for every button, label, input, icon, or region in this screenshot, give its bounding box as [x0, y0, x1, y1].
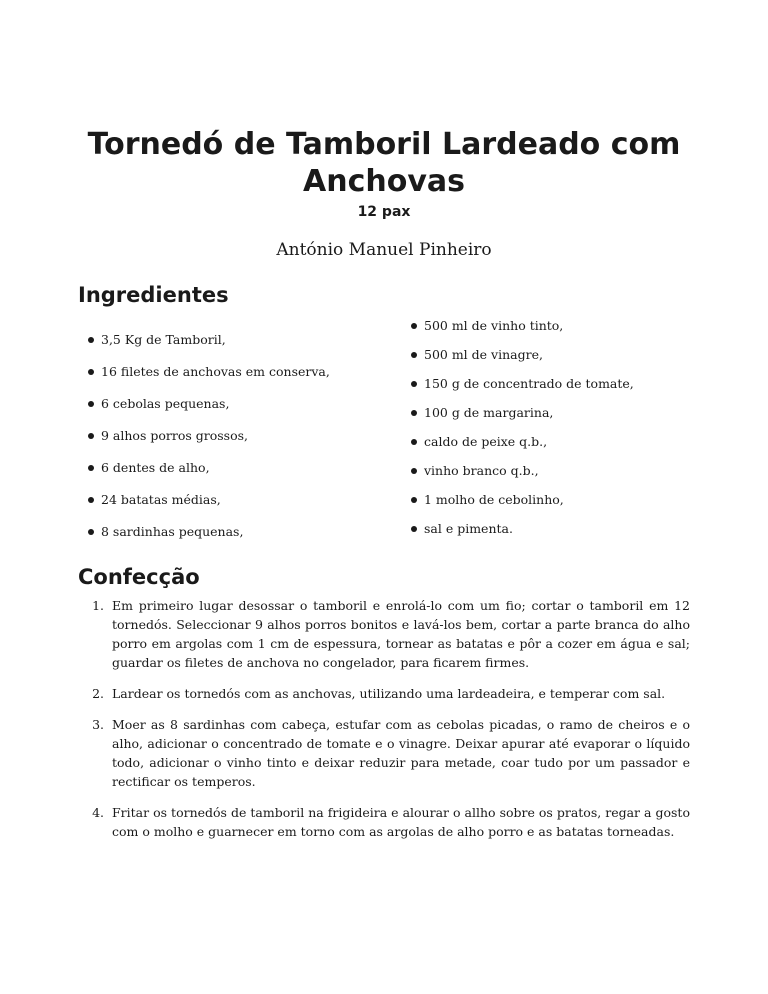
bullet-icon — [88, 497, 94, 503]
preparation-step — [78, 715, 690, 791]
ingredient-text: sal e pimenta. — [424, 521, 513, 536]
ingredient-text: 150 g de concentrado de tomate, — [424, 376, 634, 391]
recipe-title: Tornedó de Tamboril Lardeado com Anchovas — [87, 127, 681, 199]
bullet-icon — [411, 352, 417, 358]
bullet-icon — [411, 526, 417, 532]
bullet-icon — [411, 410, 417, 416]
ingredient-text: 500 ml de vinagre, — [424, 347, 543, 362]
step-text: Lardear os tornedós com as anchovas, utilizando uma lardeadeira, e temperar com sal. — [112, 686, 666, 701]
ingredient-text: 500 ml de vinho tinto, — [424, 318, 564, 333]
ingredient-text: 8 sardinhas pequenas, — [101, 524, 244, 539]
ingredient-text: 9 alhos porros grossos, — [101, 428, 248, 443]
bullet-icon — [88, 465, 94, 471]
author-name: António Manuel Pinheiro — [276, 240, 492, 260]
bullet-icon — [88, 529, 94, 535]
step-number: 4. — [92, 805, 104, 820]
ingredient-text: 16 filetes de anchovas em conserva, — [101, 364, 330, 379]
bullet-icon — [88, 401, 94, 407]
preparation-step — [78, 684, 690, 703]
ingredient-text: 24 batatas médias, — [101, 492, 221, 507]
bullet-icon — [411, 497, 417, 503]
preparation-step — [78, 803, 690, 841]
preparation-steps — [78, 596, 690, 853]
bullet-icon — [411, 381, 417, 387]
step-number: 2. — [92, 686, 104, 701]
step-number: 3. — [92, 717, 104, 732]
ingredient-text: caldo de peixe q.b., — [424, 434, 548, 449]
preparation-heading: Confecção — [78, 565, 200, 589]
step-text: Moer as 8 sardinhas com cabeça, estufar com as cebolas picadas, o ramo de cheiros e o alho, adicionar o concentrado de tomate e o vinagre. Deixar apurar até evaporar o líquido todo, adicionar o vinho tinto e deixar reduzir para metade, coar tudo por um passador e rectificar os temperos. — [112, 717, 690, 789]
preparation-step — [78, 596, 690, 672]
ingredient-text: 6 cebolas pequenas, — [101, 396, 230, 411]
ingredients-heading: Ingredientes — [78, 283, 229, 307]
ingredient-text: 1 molho de cebolinho, — [424, 492, 564, 507]
bullet-icon — [411, 439, 417, 445]
step-text: Em primeiro lugar desossar o tamboril e enrolá-lo com um fio; cortar o tamboril em 12 tornedós. Seleccionar 9 alhos porros bonitos e lavá-los bem, cortar a parte branca do alho porro em argolas com 1 cm de espessura, tornear as batatas e pôr a cozer em água e sal; guardar os filetes de anchova no congelador, para ficarem firmes. — [112, 598, 690, 670]
bullet-icon — [88, 337, 94, 343]
ingredient-text: 100 g de margarina, — [424, 405, 554, 420]
ingredient-text: vinho branco q.b., — [424, 463, 539, 478]
servings-label: 12 pax — [357, 204, 411, 220]
bullet-icon — [88, 369, 94, 375]
bullet-icon — [88, 433, 94, 439]
step-number: 1. — [92, 598, 104, 613]
ingredient-text: 6 dentes de alho, — [101, 460, 210, 475]
ingredient-text: 3,5 Kg de Tamboril, — [101, 332, 226, 347]
bullet-icon — [411, 323, 417, 329]
step-text: Fritar os tornedós de tamboril na frigideira e alourar o allho sobre os pratos, regar a gosto com o molho e guarnecer em torno com as argolas de alho porro e as batatas torneadas. — [112, 805, 690, 839]
bullet-icon — [411, 468, 417, 474]
